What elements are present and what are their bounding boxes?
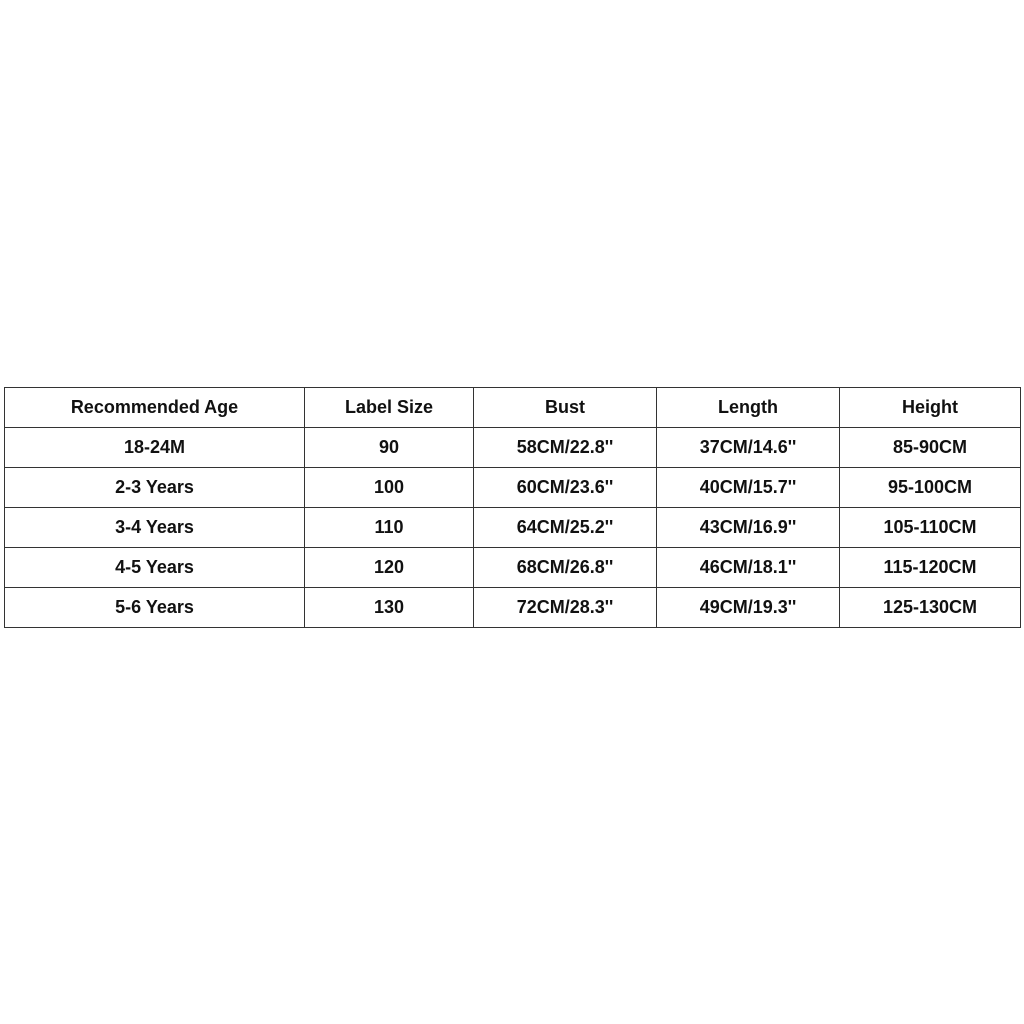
header-height: Height	[840, 388, 1021, 428]
table-row	[5, 548, 1021, 588]
cell-age: 18-24M	[5, 428, 305, 468]
cell-label-size: 100	[305, 468, 474, 508]
table-row	[5, 428, 1021, 468]
cell-label-size: 90	[305, 428, 474, 468]
header-length: Length	[657, 388, 840, 428]
cell-height: 105-110CM	[840, 508, 1021, 548]
header-bust: Bust	[474, 388, 657, 428]
cell-length: 43CM/16.9''	[657, 508, 840, 548]
table-row	[5, 468, 1021, 508]
cell-label-size: 110	[305, 508, 474, 548]
cell-length: 37CM/14.6''	[657, 428, 840, 468]
cell-height: 125-130CM	[840, 588, 1021, 628]
cell-age: 2-3 Years	[5, 468, 305, 508]
cell-length: 49CM/19.3''	[657, 588, 840, 628]
cell-bust: 64CM/25.2''	[474, 508, 657, 548]
cell-label-size: 120	[305, 548, 474, 588]
cell-length: 46CM/18.1''	[657, 548, 840, 588]
cell-bust: 60CM/23.6''	[474, 468, 657, 508]
cell-height: 85-90CM	[840, 428, 1021, 468]
cell-label-size: 130	[305, 588, 474, 628]
table-row	[5, 588, 1021, 628]
cell-length: 40CM/15.7''	[657, 468, 840, 508]
cell-age: 3-4 Years	[5, 508, 305, 548]
header-row	[5, 388, 1021, 428]
header-label-size: Label Size	[305, 388, 474, 428]
size-chart-table	[4, 387, 1021, 628]
cell-bust: 72CM/28.3''	[474, 588, 657, 628]
cell-bust: 58CM/22.8''	[474, 428, 657, 468]
table-row	[5, 508, 1021, 548]
cell-age: 5-6 Years	[5, 588, 305, 628]
header-recommended-age: Recommended Age	[5, 388, 305, 428]
cell-height: 115-120CM	[840, 548, 1021, 588]
cell-bust: 68CM/26.8''	[474, 548, 657, 588]
cell-height: 95-100CM	[840, 468, 1021, 508]
cell-age: 4-5 Years	[5, 548, 305, 588]
